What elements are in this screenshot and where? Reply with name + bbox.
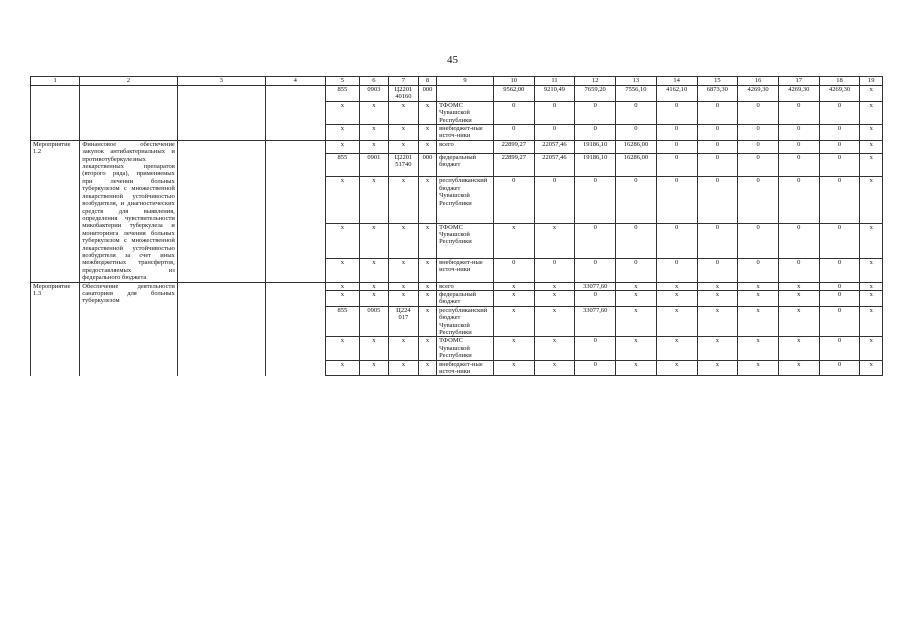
value-cell: 4269,30 — [819, 86, 860, 102]
funding-source: республиканский бюджет Чувашской Республики — [437, 306, 494, 337]
funding-source: внебюджет-ные источ-ники — [437, 258, 494, 282]
funding-source: ТФОМС Чувашской Республики — [437, 223, 494, 258]
value-cell: x — [860, 86, 883, 102]
funding-source — [437, 86, 494, 102]
code-cell-c6: x — [359, 223, 388, 258]
funding-source: республиканский бюджет Чувашской Республики — [437, 177, 494, 223]
code-cell-c6: 0901 — [359, 153, 388, 177]
column-header-7: 7 — [388, 77, 418, 86]
value-cell: 0 — [738, 125, 779, 141]
code-cell-c7: Ц2201 51740 — [388, 153, 418, 177]
column-header-4: 4 — [265, 77, 325, 86]
code-cell-c5: x — [325, 258, 359, 282]
value-cell: 22899,27 — [493, 153, 534, 177]
table-row — [31, 140, 883, 153]
value-cell: 0 — [575, 177, 616, 223]
value-cell: 0 — [819, 306, 860, 337]
value-cell: 0 — [656, 140, 697, 153]
value-cell: x — [738, 306, 779, 337]
value-cell: 0 — [819, 360, 860, 376]
value-cell: 6873,30 — [697, 86, 738, 102]
value-cell: 0 — [738, 140, 779, 153]
value-cell: 33077,60 — [575, 282, 616, 290]
value-cell: 0 — [575, 125, 616, 141]
column-header-19: 19 — [860, 77, 883, 86]
value-cell: 0 — [575, 360, 616, 376]
value-cell: x — [738, 337, 779, 360]
value-cell: x — [534, 282, 575, 290]
code-cell-c6: x — [359, 101, 388, 124]
value-cell: 0 — [575, 258, 616, 282]
column-header-17: 17 — [778, 77, 819, 86]
value-cell: 0 — [819, 337, 860, 360]
value-cell: 22057,46 — [534, 153, 575, 177]
code-cell-c6: x — [359, 140, 388, 153]
value-cell: 0 — [697, 140, 738, 153]
value-cell: x — [534, 306, 575, 337]
code-cell-c5: x — [325, 337, 359, 360]
funding-source: внебюджет-ные источ-ники — [437, 360, 494, 376]
code-cell-c7: Ц224 017 — [388, 306, 418, 337]
code-cell-c5: 855 — [325, 153, 359, 177]
value-cell: 0 — [656, 101, 697, 124]
value-cell: 33077,60 — [575, 306, 616, 337]
value-cell: 0 — [616, 125, 657, 141]
code-cell-c7: x — [388, 282, 418, 290]
value-cell: 0 — [534, 258, 575, 282]
value-cell: x — [656, 282, 697, 290]
value-cell: x — [860, 306, 883, 337]
code-cell-c7: x — [388, 337, 418, 360]
value-cell: 0 — [819, 177, 860, 223]
event-description — [80, 86, 178, 141]
value-cell: x — [778, 337, 819, 360]
value-cell: x — [860, 177, 883, 223]
code-cell-c8: x — [418, 223, 436, 258]
column-header-15: 15 — [697, 77, 738, 86]
value-cell: x — [493, 337, 534, 360]
value-cell: 0 — [616, 101, 657, 124]
code-cell-c7: x — [388, 290, 418, 306]
code-cell-c6: x — [359, 290, 388, 306]
value-cell: x — [697, 282, 738, 290]
value-cell: 0 — [697, 258, 738, 282]
value-cell: x — [493, 223, 534, 258]
value-cell: x — [738, 282, 779, 290]
column-header-2: 2 — [80, 77, 178, 86]
code-cell-c6: 0903 — [359, 86, 388, 102]
value-cell: x — [860, 360, 883, 376]
value-cell: 0 — [778, 101, 819, 124]
code-cell-c7: x — [388, 177, 418, 223]
value-cell: x — [860, 258, 883, 282]
value-cell: x — [860, 290, 883, 306]
code-cell-c5: x — [325, 101, 359, 124]
value-cell: x — [778, 282, 819, 290]
code-cell-c8: x — [418, 337, 436, 360]
code-cell-c8: 000 — [418, 86, 436, 102]
value-cell: 0 — [575, 290, 616, 306]
responsible-cell — [177, 282, 265, 376]
value-cell: 22899,27 — [493, 140, 534, 153]
value-cell: 0 — [534, 125, 575, 141]
value-cell: 0 — [819, 223, 860, 258]
value-cell: 0 — [697, 125, 738, 141]
value-cell: 0 — [738, 177, 779, 223]
value-cell: x — [656, 306, 697, 337]
code-cell-c5: x — [325, 360, 359, 376]
code-cell-c5: x — [325, 140, 359, 153]
value-cell: x — [860, 223, 883, 258]
funding-source: ТФОМС Чувашской Республики — [437, 337, 494, 360]
funding-source: всего — [437, 282, 494, 290]
value-cell: x — [493, 360, 534, 376]
code-cell-c5: x — [325, 290, 359, 306]
page-number: 45 — [447, 54, 458, 66]
value-cell: x — [697, 360, 738, 376]
column-header-11: 11 — [534, 77, 575, 86]
value-cell: 0 — [534, 177, 575, 223]
value-cell: 19186,10 — [575, 140, 616, 153]
value-cell: x — [656, 337, 697, 360]
column-header-1: 1 — [31, 77, 80, 86]
value-cell: 0 — [493, 101, 534, 124]
column-header-8: 8 — [418, 77, 436, 86]
code-cell-c6: x — [359, 282, 388, 290]
value-cell: x — [493, 306, 534, 337]
value-cell: x — [656, 290, 697, 306]
value-cell: 0 — [656, 223, 697, 258]
value-cell: 0 — [738, 101, 779, 124]
value-cell: x — [860, 125, 883, 141]
value-cell: 0 — [697, 177, 738, 223]
column-header-18: 18 — [819, 77, 860, 86]
code-cell-c8: x — [418, 290, 436, 306]
value-cell: x — [534, 360, 575, 376]
code-cell-c7: x — [388, 258, 418, 282]
participants-cell — [265, 140, 325, 282]
code-cell-c7: x — [388, 223, 418, 258]
value-cell: 0 — [656, 125, 697, 141]
value-cell: 0 — [778, 223, 819, 258]
event-name: Мероприятие 1.3 — [31, 282, 80, 376]
value-cell: 0 — [534, 101, 575, 124]
event-name — [31, 86, 80, 141]
event-description: Финансовое обеспечение закупок антибактериальных и противотуберкулезных лекарственных препаратов (второго ряда), применяемых при лечении больных туберкулезом с множественной лекарственной устойчивостью возбудителя, и диагностических средств для выявления, определения чувствительности микобактерии туберкулеза и мониторинга лечения больных туберкулезом с множественной лекарственной устойчивостью возбудителя за счет иных межбюджетных трансфертов, предоставляемых из федерального бюджета — [80, 140, 178, 282]
value-cell: x — [616, 360, 657, 376]
code-cell-c5: x — [325, 125, 359, 141]
column-header-14: 14 — [656, 77, 697, 86]
code-cell-c6: x — [359, 125, 388, 141]
code-cell-c5: x — [325, 223, 359, 258]
column-header-5: 5 — [325, 77, 359, 86]
column-header-3: 3 — [177, 77, 265, 86]
value-cell: 4269,30 — [778, 86, 819, 102]
value-cell: 0 — [819, 258, 860, 282]
value-cell: 0 — [493, 258, 534, 282]
column-header-16: 16 — [738, 77, 779, 86]
value-cell: 4269,30 — [738, 86, 779, 102]
value-cell: x — [616, 282, 657, 290]
value-cell: x — [616, 337, 657, 360]
funding-source: ТФОМС Чувашской Республики — [437, 101, 494, 124]
column-header-9: 9 — [437, 77, 494, 86]
value-cell: x — [493, 282, 534, 290]
value-cell: 16286,00 — [616, 140, 657, 153]
column-header-10: 10 — [493, 77, 534, 86]
funding-source: всего — [437, 140, 494, 153]
value-cell: 9562,00 — [493, 86, 534, 102]
value-cell: 0 — [778, 153, 819, 177]
value-cell: x — [860, 140, 883, 153]
code-cell-c8: x — [418, 101, 436, 124]
code-cell-c7: x — [388, 125, 418, 141]
code-cell-c8: x — [418, 125, 436, 141]
value-cell: 0 — [697, 153, 738, 177]
value-cell: 0 — [656, 153, 697, 177]
budget-table — [30, 76, 883, 376]
value-cell: x — [534, 223, 575, 258]
code-cell-c7: x — [388, 360, 418, 376]
code-cell-c5: x — [325, 282, 359, 290]
value-cell: 0 — [616, 223, 657, 258]
participants-cell — [265, 282, 325, 376]
value-cell: x — [738, 360, 779, 376]
code-cell-c8: x — [418, 140, 436, 153]
value-cell: 0 — [616, 177, 657, 223]
code-cell-c7: Ц2201 40160 — [388, 86, 418, 102]
code-cell-c5: x — [325, 177, 359, 223]
value-cell: 0 — [656, 258, 697, 282]
value-cell: 0 — [778, 140, 819, 153]
value-cell: 0 — [819, 140, 860, 153]
value-cell: 0 — [575, 223, 616, 258]
code-cell-c7: x — [388, 140, 418, 153]
column-header-6: 6 — [359, 77, 388, 86]
value-cell: x — [738, 290, 779, 306]
table-row — [31, 282, 883, 290]
value-cell: x — [778, 360, 819, 376]
value-cell: 0 — [778, 258, 819, 282]
value-cell: 0 — [819, 153, 860, 177]
value-cell: x — [534, 290, 575, 306]
value-cell: x — [616, 290, 657, 306]
table-row — [31, 86, 883, 102]
code-cell-c6: 0905 — [359, 306, 388, 337]
responsible-cell — [177, 140, 265, 282]
code-cell-c5: 855 — [325, 306, 359, 337]
value-cell: x — [697, 306, 738, 337]
value-cell: 0 — [778, 125, 819, 141]
value-cell: 19186,10 — [575, 153, 616, 177]
value-cell: 16286,00 — [616, 153, 657, 177]
value-cell: 0 — [819, 282, 860, 290]
value-cell: 0 — [819, 290, 860, 306]
header-row — [31, 77, 883, 86]
value-cell: x — [697, 337, 738, 360]
value-cell: 0 — [738, 153, 779, 177]
value-cell: x — [493, 290, 534, 306]
value-cell: x — [778, 306, 819, 337]
value-cell: x — [860, 282, 883, 290]
code-cell-c8: x — [418, 258, 436, 282]
funding-source: федеральный бюджет — [437, 290, 494, 306]
value-cell: 0 — [738, 223, 779, 258]
participants-cell — [265, 86, 325, 141]
code-cell-c8: 000 — [418, 153, 436, 177]
value-cell: 0 — [493, 125, 534, 141]
value-cell: 0 — [738, 258, 779, 282]
funding-source: внебюджет-ные источ-ники — [437, 125, 494, 141]
value-cell: 0 — [697, 223, 738, 258]
funding-source: федеральный бюджет — [437, 153, 494, 177]
value-cell: 22057,46 — [534, 140, 575, 153]
event-name: Мероприятие 1.2 — [31, 140, 80, 282]
column-header-13: 13 — [616, 77, 657, 86]
value-cell: x — [778, 290, 819, 306]
value-cell: 0 — [656, 177, 697, 223]
value-cell: 0 — [575, 337, 616, 360]
value-cell: 0 — [819, 101, 860, 124]
code-cell-c8: x — [418, 306, 436, 337]
code-cell-c8: x — [418, 360, 436, 376]
value-cell: x — [534, 337, 575, 360]
value-cell: x — [697, 290, 738, 306]
value-cell: x — [860, 153, 883, 177]
value-cell: 0 — [819, 125, 860, 141]
value-cell: 0 — [697, 101, 738, 124]
code-cell-c8: x — [418, 282, 436, 290]
code-cell-c8: x — [418, 177, 436, 223]
value-cell: 0 — [778, 177, 819, 223]
value-cell: x — [656, 360, 697, 376]
code-cell-c6: x — [359, 360, 388, 376]
responsible-cell — [177, 86, 265, 141]
value-cell: 0 — [493, 177, 534, 223]
value-cell: 4162,10 — [656, 86, 697, 102]
value-cell: x — [616, 306, 657, 337]
value-cell: 0 — [575, 101, 616, 124]
value-cell: x — [860, 337, 883, 360]
code-cell-c6: x — [359, 337, 388, 360]
value-cell: x — [860, 101, 883, 124]
code-cell-c7: x — [388, 101, 418, 124]
code-cell-c6: x — [359, 258, 388, 282]
value-cell: 7659,20 — [575, 86, 616, 102]
code-cell-c6: x — [359, 177, 388, 223]
value-cell: 0 — [616, 258, 657, 282]
value-cell: 7556,10 — [616, 86, 657, 102]
code-cell-c5: 855 — [325, 86, 359, 102]
value-cell: 9210,49 — [534, 86, 575, 102]
event-description: Обеспечение деятельности санаториев для больных туберкулезом — [80, 282, 178, 376]
column-header-12: 12 — [575, 77, 616, 86]
